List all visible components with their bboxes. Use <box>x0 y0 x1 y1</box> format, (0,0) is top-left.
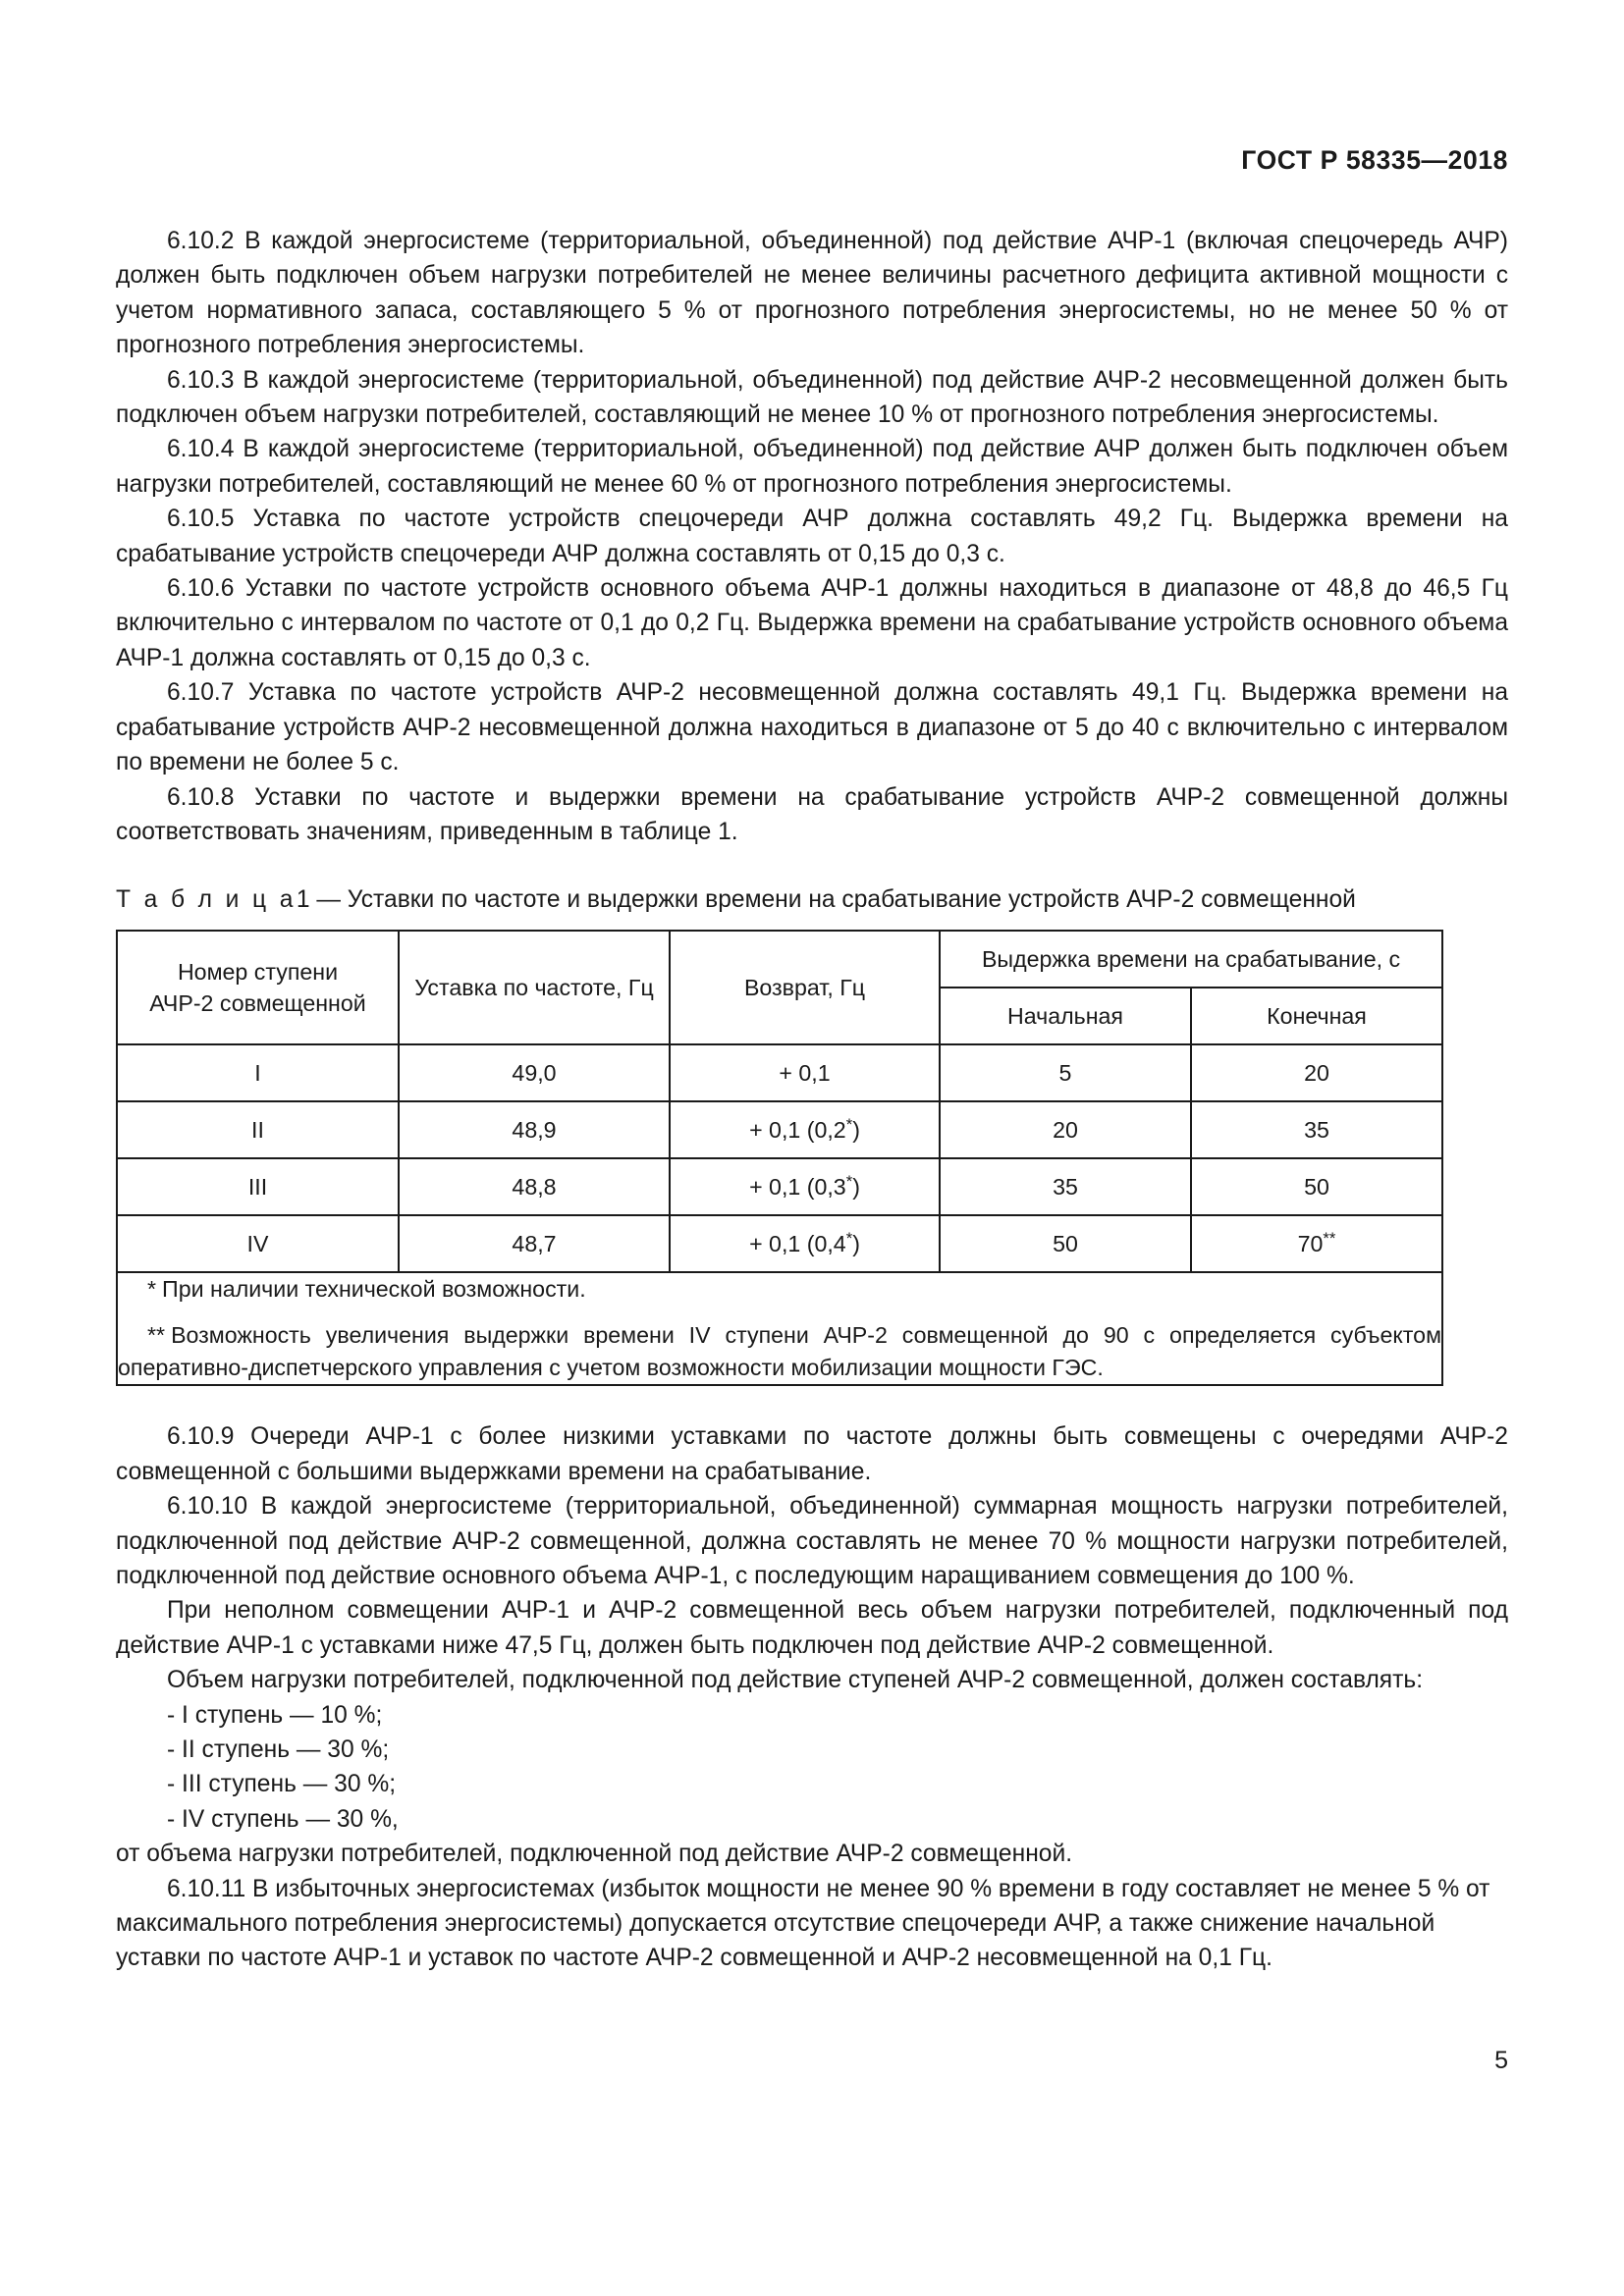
cell-time-final: 20 <box>1191 1044 1442 1101</box>
paragraph-6-10-7: 6.10.7 Уставка по частоте устройств АЧР-2 несовмещенной должна составлять 49,1 Гц. Выдержка времени на срабатывание устройств АЧР-2 несовмещенной должна находиться в диапазоне от 5 до 40 с включительно с интервалом по времени не более 5 с. <box>116 679 1508 776</box>
table-row <box>117 1215 1442 1272</box>
cell-time-final: 35 <box>1191 1101 1442 1158</box>
table-footnote-1 <box>118 1273 1441 1306</box>
paragraph-6-10-3: 6.10.3 В каждой энергосистеме (территориальной, объединенной) под действие АЧР-2 несовмещенной должен быть подключен объем нагрузки потребителей, составляющий не менее 10 % от прогнозного потребления энергосистемы. <box>116 366 1508 429</box>
header-reset <box>670 931 940 1044</box>
paragraph-6-10-4: 6.10.4 В каждой энергосистеме (территориальной, объединенной) под действие АЧР должен быть подключен объем нагрузки потребителей, составляющий не менее 60 % от прогнозного потребления энергосистемы. <box>116 436 1508 498</box>
table-caption <box>116 849 1508 930</box>
cell-time-final <box>1191 1215 1442 1272</box>
table-notes <box>117 1272 1442 1385</box>
list-item: - I ступень — 10 %; <box>167 1701 383 1729</box>
table-body <box>117 1044 1442 1385</box>
paragraph-load-volume-intro: Объем нагрузки потребителей, подключенной под действие ступеней АЧР-2 совмещенной, должен составлять: <box>167 1667 1424 1694</box>
cell-reset-value: + 0,1 (0,3 <box>749 1174 846 1201</box>
footnote-text: Возможность увеличения выдержки времени IV ступени АЧР-2 совмещенной до 90 с определяется субъектом оперативно-диспетчерского управления с учетом возможности мобилизации мощности ГЭС. <box>118 1322 1442 1381</box>
table-caption-text: 1 — Уставки по частоте и выдержки времени на срабатывание устройств АЧР-2 совмещенной <box>296 886 1356 914</box>
header-frequency-setpoint-label: Уставка по частоте, Гц <box>414 975 654 1001</box>
cell-stage: IV <box>117 1215 399 1272</box>
cell-time-final-value: 70 <box>1297 1231 1324 1257</box>
paragraph-6-10-8: 6.10.8 Уставки по частоте и выдержки времени на срабатывание устройств АЧР-2 совмещенной должны соответствовать значениям, приведенным в таблице 1. <box>116 783 1508 845</box>
cell-reset-close: ) <box>852 1174 860 1201</box>
header-frequency-setpoint <box>399 931 670 1044</box>
paragraph-6-10-2: 6.10.2 В каждой энергосистеме (территориальной, объединенной) под действие АЧР-1 (включая спецочередь АЧР) должен быть подключен объем нагрузки потребителей не менее величины расчетного дефицита активной мощности с учетом нормативного запаса, составляющего 5 % от прогнозного потребления энергосистемы, но не менее 50 % от прогнозного потребления энергосистемы. <box>116 228 1508 359</box>
cell-reset-close: ) <box>852 1231 860 1257</box>
running-head-standard-number: ГОСТ Р 58335—2018 <box>1241 145 1508 175</box>
cell-time-final: 50 <box>1191 1158 1442 1215</box>
cell-time-initial: 50 <box>940 1215 1191 1272</box>
cell-reset-value: + 0,1 (0,4 <box>749 1231 846 1257</box>
header-stage-number-line2: АЧР-2 совмещенной <box>149 990 366 1017</box>
page-number: 5 <box>1494 2047 1508 2074</box>
footnote-marker: * <box>147 1276 157 1303</box>
header-time-delay-final-label: Конечная <box>1267 1003 1367 1030</box>
footnote-marker: * <box>845 1172 853 1192</box>
paragraph-6-10-5: 6.10.5 Уставка по частоте устройств спецочереди АЧР должна составлять 49,2 Гц. Выдержка времени на срабатывание устройств спецочереди АЧР должна составлять от 0,15 до 0,3 с. <box>116 506 1508 567</box>
cell-reset-value: + 0,1 (0,2 <box>749 1117 846 1144</box>
page-body <box>116 224 1508 1976</box>
footnote-marker: ** <box>1323 1229 1336 1249</box>
stage-share-list <box>116 1698 1508 1838</box>
header-time-delay-group-label: Выдержка времени на срабатывание, с <box>981 946 1401 973</box>
cell-reset: + 0,1 <box>670 1044 940 1101</box>
post-table-block <box>116 1386 1508 1976</box>
cell-stage: II <box>117 1101 399 1158</box>
cell-reset <box>670 1158 940 1215</box>
list-item: - II ступень — 30 %; <box>167 1735 390 1763</box>
paragraph-list-tail: от объема нагрузки потребителей, подключенной под действие АЧР-2 совмещенной. <box>116 1841 1073 1868</box>
cell-setpoint: 48,8 <box>399 1158 670 1215</box>
header-time-delay-initial-label: Начальная <box>1007 1003 1123 1030</box>
cell-reset-close: ) <box>852 1117 860 1144</box>
cell-time-initial: 20 <box>940 1101 1191 1158</box>
header-stage-number <box>117 931 399 1044</box>
paragraph-6-10-10: 6.10.10 В каждой энергосистеме (территориальной, объединенной) суммарная мощность нагрузки потребителей, подключенной под действие АЧР-2 совмещенной, должна составлять не менее 70 % мощности нагрузки потребителей, подключенной под действие основного объема АЧР-1, с последующим наращиванием совмещения до 100 %. <box>116 1493 1508 1589</box>
list-item: - III ступень — 30 %; <box>167 1771 397 1798</box>
table-row <box>117 1158 1442 1215</box>
footnote-marker: * <box>845 1115 853 1135</box>
cell-stage: I <box>117 1044 399 1101</box>
paragraph-6-10-9: 6.10.9 Очереди АЧР-1 с более низкими уставками по частоте должны быть совмещены с очередями АЧР-2 совмещенной с большими выдержками времени на срабатывание. <box>116 1423 1508 1485</box>
footnote-marker: ** <box>147 1322 166 1349</box>
table-header <box>117 931 1442 1044</box>
table-header-row-1 <box>117 931 1442 988</box>
cell-setpoint: 48,9 <box>399 1101 670 1158</box>
footnote-marker: * <box>845 1229 853 1249</box>
header-time-delay-final <box>1191 988 1442 1044</box>
paragraph-6-10-6: 6.10.6 Уставки по частоте устройств основного объема АЧР-1 должны находиться в диапазоне от 48,8 до 46,5 Гц включительно с интервалом по частоте от 0,1 до 0,2 Гц. Выдержка времени на срабатывание устройств основного объема АЧР-1 должна составлять от 0,15 до 0,3 с. <box>116 575 1508 671</box>
header-stage-number-line1: Номер ступени <box>177 959 339 986</box>
list-item: - IV ступень — 30 %, <box>167 1805 399 1833</box>
cell-stage: III <box>117 1158 399 1215</box>
table-achr2-settings <box>116 930 1443 1386</box>
cell-reset <box>670 1215 940 1272</box>
paragraph-6-10-11: 6.10.11 В избыточных энергосистемах (избыток мощности не менее 90 % времени в году составляет не менее 5 % от максимального потребления энергосистемы) допускается отсутствие спецочереди АЧР, а также снижение начальной уставки по частоте АЧР-1 и уставок по частоте АЧР-2 совмещенной и АЧР-2 несовмещенной на 0,1 Гц. <box>116 1875 1490 1972</box>
cell-setpoint: 49,0 <box>399 1044 670 1101</box>
footnote-text: При наличии технической возможности. <box>162 1276 586 1303</box>
header-time-delay-group <box>940 931 1442 988</box>
table-footnote-2 <box>118 1319 1441 1384</box>
header-time-delay-initial <box>940 988 1191 1044</box>
paragraph-partial-combination: При неполном совмещении АЧР-1 и АЧР-2 совмещенной весь объем нагрузки потребителей, подключенный под действие АЧР-1 с уставками ниже 47,5 Гц, должен быть подключен под действие АЧР-2 совмещенной. <box>116 1597 1508 1659</box>
table-notes-row <box>117 1272 1442 1385</box>
cell-reset <box>670 1101 940 1158</box>
cell-time-initial: 5 <box>940 1044 1191 1101</box>
cell-setpoint: 48,7 <box>399 1215 670 1272</box>
table-row <box>117 1101 1442 1158</box>
header-reset-label: Возврат, Гц <box>743 975 866 1001</box>
page-content <box>116 0 1508 2296</box>
table-row <box>117 1044 1442 1101</box>
cell-time-initial: 35 <box>940 1158 1191 1215</box>
table-caption-label: Т а б л и ц а <box>116 886 297 914</box>
